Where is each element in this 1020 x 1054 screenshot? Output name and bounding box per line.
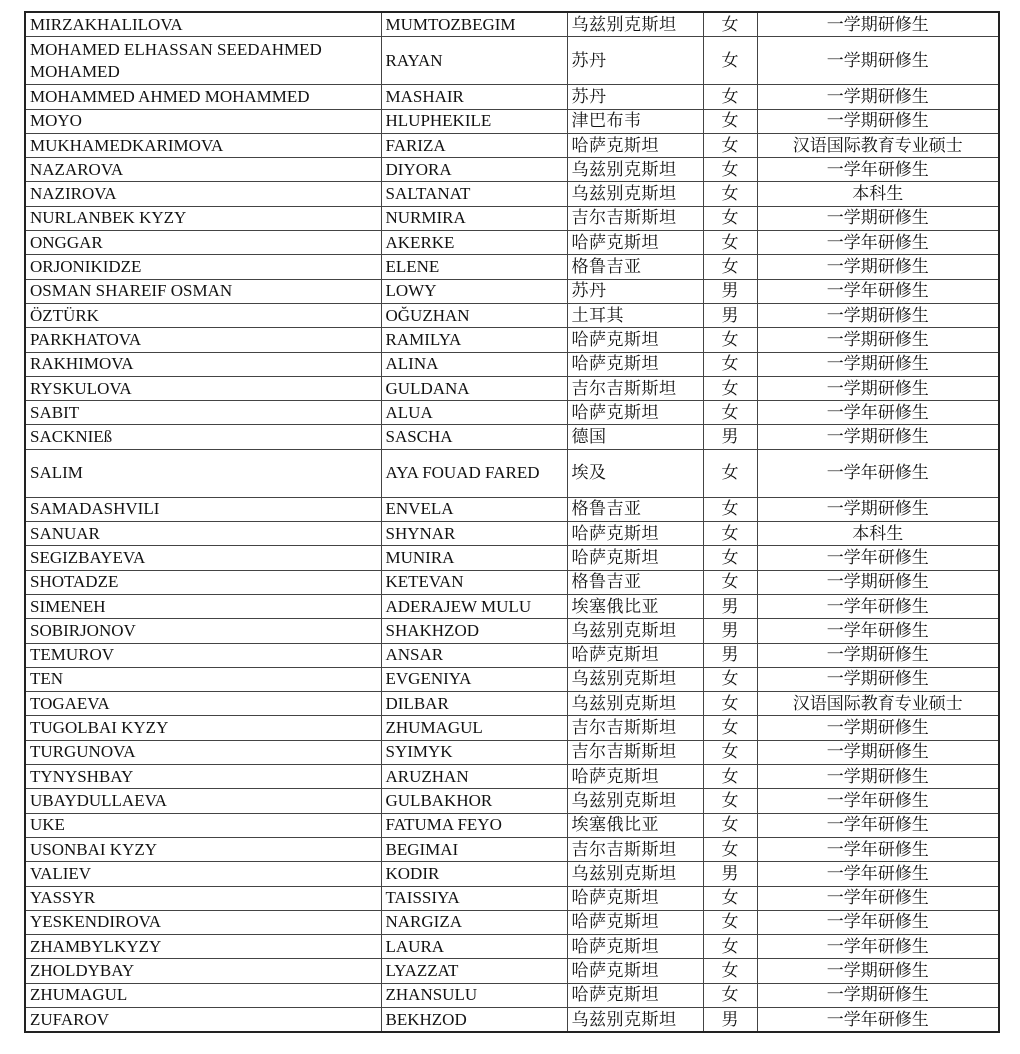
gender-cell: 女 xyxy=(703,37,757,85)
given-name-cell: ENVELA xyxy=(381,497,567,521)
surname-cell: YESKENDIROVA xyxy=(25,910,381,934)
country-cell: 吉尔吉斯斯坦 xyxy=(567,740,703,764)
country-cell: 苏丹 xyxy=(567,279,703,303)
surname-cell: NAZAROVA xyxy=(25,158,381,182)
country-cell: 津巴布韦 xyxy=(567,109,703,133)
surname-cell: SANUAR xyxy=(25,522,381,546)
gender-cell: 女 xyxy=(703,765,757,789)
table-row xyxy=(25,594,999,618)
given-name-cell: AKERKE xyxy=(381,231,567,255)
given-name-cell: GULBAKHOR xyxy=(381,789,567,813)
surname-cell: SACKNIEß xyxy=(25,425,381,449)
gender-cell: 女 xyxy=(703,886,757,910)
table-row xyxy=(25,765,999,789)
table-row xyxy=(25,182,999,206)
table-row xyxy=(25,401,999,425)
table-row xyxy=(25,12,999,37)
gender-cell: 女 xyxy=(703,910,757,934)
table-row xyxy=(25,352,999,376)
program-cell: 一学期研修生 xyxy=(757,643,999,667)
country-cell: 乌兹别克斯坦 xyxy=(567,1007,703,1032)
table-row xyxy=(25,716,999,740)
surname-cell: SABIT xyxy=(25,401,381,425)
given-name-cell: MASHAIR xyxy=(381,85,567,109)
given-name-cell: EVGENIYA xyxy=(381,667,567,691)
given-name-cell: SYIMYK xyxy=(381,740,567,764)
program-cell: 一学期研修生 xyxy=(757,716,999,740)
given-name-cell: LOWY xyxy=(381,279,567,303)
program-cell: 一学期研修生 xyxy=(757,667,999,691)
given-name-cell: SASCHA xyxy=(381,425,567,449)
program-cell: 一学期研修生 xyxy=(757,740,999,764)
table-row xyxy=(25,231,999,255)
program-cell: 一学年研修生 xyxy=(757,231,999,255)
given-name-cell: ALUA xyxy=(381,401,567,425)
surname-cell: RAKHIMOVA xyxy=(25,352,381,376)
gender-cell: 女 xyxy=(703,133,757,157)
gender-cell: 女 xyxy=(703,522,757,546)
surname-cell: YASSYR xyxy=(25,886,381,910)
table-row xyxy=(25,133,999,157)
gender-cell: 女 xyxy=(703,158,757,182)
given-name-cell: DIYORA xyxy=(381,158,567,182)
country-cell: 哈萨克斯坦 xyxy=(567,886,703,910)
given-name-cell: RAYAN xyxy=(381,37,567,85)
country-cell: 乌兹别克斯坦 xyxy=(567,182,703,206)
table-row xyxy=(25,789,999,813)
given-name-cell: MUNIRA xyxy=(381,546,567,570)
program-cell: 一学期研修生 xyxy=(757,37,999,85)
given-name-cell: SHAKHZOD xyxy=(381,619,567,643)
gender-cell: 男 xyxy=(703,425,757,449)
surname-cell: TURGUNOVA xyxy=(25,740,381,764)
program-cell: 一学期研修生 xyxy=(757,425,999,449)
table-row xyxy=(25,37,999,85)
given-name-cell: KODIR xyxy=(381,862,567,886)
gender-cell: 女 xyxy=(703,182,757,206)
country-cell: 哈萨克斯坦 xyxy=(567,935,703,959)
given-name-cell: SALTANAT xyxy=(381,182,567,206)
roster-body xyxy=(25,12,999,1032)
surname-cell: SOBIRJONOV xyxy=(25,619,381,643)
table-row xyxy=(25,328,999,352)
surname-cell: MOYO xyxy=(25,109,381,133)
surname-cell: USONBAI KYZY xyxy=(25,837,381,861)
table-row xyxy=(25,425,999,449)
given-name-cell: FARIZA xyxy=(381,133,567,157)
gender-cell: 女 xyxy=(703,12,757,37)
country-cell: 乌兹别克斯坦 xyxy=(567,619,703,643)
table-row xyxy=(25,1007,999,1032)
program-cell: 一学年研修生 xyxy=(757,619,999,643)
gender-cell: 女 xyxy=(703,206,757,230)
country-cell: 哈萨克斯坦 xyxy=(567,959,703,983)
country-cell: 吉尔吉斯斯坦 xyxy=(567,206,703,230)
program-cell: 一学期研修生 xyxy=(757,12,999,37)
country-cell: 哈萨克斯坦 xyxy=(567,231,703,255)
surname-cell: TEN xyxy=(25,667,381,691)
country-cell: 哈萨克斯坦 xyxy=(567,765,703,789)
country-cell: 乌兹别克斯坦 xyxy=(567,862,703,886)
table-row xyxy=(25,546,999,570)
gender-cell: 女 xyxy=(703,837,757,861)
gender-cell: 女 xyxy=(703,546,757,570)
table-row xyxy=(25,935,999,959)
gender-cell: 女 xyxy=(703,449,757,497)
given-name-cell: KETEVAN xyxy=(381,570,567,594)
gender-cell: 男 xyxy=(703,619,757,643)
gender-cell: 男 xyxy=(703,643,757,667)
table-row xyxy=(25,279,999,303)
country-cell: 格鲁吉亚 xyxy=(567,255,703,279)
gender-cell: 男 xyxy=(703,303,757,327)
table-row xyxy=(25,740,999,764)
country-cell: 格鲁吉亚 xyxy=(567,497,703,521)
gender-cell: 男 xyxy=(703,279,757,303)
surname-cell: SEGIZBAYEVA xyxy=(25,546,381,570)
gender-cell: 女 xyxy=(703,813,757,837)
table-row xyxy=(25,85,999,109)
given-name-cell: MUMTOZBEGIM xyxy=(381,12,567,37)
gender-cell: 女 xyxy=(703,497,757,521)
table-row xyxy=(25,158,999,182)
surname-cell: MOHAMED ELHASSAN SEEDAHMED MOHAMED xyxy=(25,37,381,85)
given-name-cell: NURMIRA xyxy=(381,206,567,230)
surname-cell: TYNYSHBAY xyxy=(25,765,381,789)
table-row xyxy=(25,862,999,886)
table-row xyxy=(25,692,999,716)
gender-cell: 女 xyxy=(703,570,757,594)
gender-cell: 女 xyxy=(703,667,757,691)
program-cell: 一学年研修生 xyxy=(757,594,999,618)
surname-cell: ZHUMAGUL xyxy=(25,983,381,1007)
given-name-cell: ZHANSULU xyxy=(381,983,567,1007)
program-cell: 一学期研修生 xyxy=(757,85,999,109)
surname-cell: ZHOLDYBAY xyxy=(25,959,381,983)
program-cell: 一学年研修生 xyxy=(757,886,999,910)
gender-cell: 女 xyxy=(703,692,757,716)
program-cell: 一学年研修生 xyxy=(757,546,999,570)
program-cell: 一学期研修生 xyxy=(757,328,999,352)
country-cell: 乌兹别克斯坦 xyxy=(567,667,703,691)
table-row xyxy=(25,643,999,667)
gender-cell: 女 xyxy=(703,109,757,133)
country-cell: 格鲁吉亚 xyxy=(567,570,703,594)
surname-cell: MUKHAMEDKARIMOVA xyxy=(25,133,381,157)
gender-cell: 男 xyxy=(703,1007,757,1032)
surname-cell: NURLANBEK KYZY xyxy=(25,206,381,230)
program-cell: 一学期研修生 xyxy=(757,497,999,521)
program-cell: 本科生 xyxy=(757,522,999,546)
country-cell: 哈萨克斯坦 xyxy=(567,352,703,376)
given-name-cell: TAISSIYA xyxy=(381,886,567,910)
given-name-cell: DILBAR xyxy=(381,692,567,716)
surname-cell: SALIM xyxy=(25,449,381,497)
program-cell: 一学年研修生 xyxy=(757,1007,999,1032)
surname-cell: PARKHATOVA xyxy=(25,328,381,352)
table-row xyxy=(25,959,999,983)
surname-cell: SAMADASHVILI xyxy=(25,497,381,521)
program-cell: 一学年研修生 xyxy=(757,401,999,425)
program-cell: 一学年研修生 xyxy=(757,910,999,934)
gender-cell: 女 xyxy=(703,255,757,279)
program-cell: 一学年研修生 xyxy=(757,789,999,813)
surname-cell: UBAYDULLAEVA xyxy=(25,789,381,813)
given-name-cell: OĞUZHAN xyxy=(381,303,567,327)
country-cell: 埃塞俄比亚 xyxy=(567,813,703,837)
country-cell: 土耳其 xyxy=(567,303,703,327)
gender-cell: 女 xyxy=(703,352,757,376)
gender-cell: 女 xyxy=(703,716,757,740)
program-cell: 一学年研修生 xyxy=(757,837,999,861)
gender-cell: 女 xyxy=(703,789,757,813)
country-cell: 哈萨克斯坦 xyxy=(567,910,703,934)
given-name-cell: HLUPHEKILE xyxy=(381,109,567,133)
country-cell: 德国 xyxy=(567,425,703,449)
program-cell: 一学期研修生 xyxy=(757,303,999,327)
given-name-cell: AYA FOUAD FARED xyxy=(381,449,567,497)
student-roster-table xyxy=(24,11,1000,1033)
surname-cell: ZHAMBYLKYZY xyxy=(25,935,381,959)
country-cell: 乌兹别克斯坦 xyxy=(567,692,703,716)
table-row xyxy=(25,886,999,910)
program-cell: 一学期研修生 xyxy=(757,109,999,133)
country-cell: 哈萨克斯坦 xyxy=(567,546,703,570)
program-cell: 一学期研修生 xyxy=(757,765,999,789)
surname-cell: TEMUROV xyxy=(25,643,381,667)
program-cell: 本科生 xyxy=(757,182,999,206)
program-cell: 一学期研修生 xyxy=(757,376,999,400)
country-cell: 吉尔吉斯斯坦 xyxy=(567,837,703,861)
surname-cell: TOGAEVA xyxy=(25,692,381,716)
table-row xyxy=(25,255,999,279)
program-cell: 一学年研修生 xyxy=(757,279,999,303)
table-row xyxy=(25,667,999,691)
table-row xyxy=(25,813,999,837)
country-cell: 乌兹别克斯坦 xyxy=(567,789,703,813)
given-name-cell: ALINA xyxy=(381,352,567,376)
program-cell: 一学年研修生 xyxy=(757,158,999,182)
country-cell: 哈萨克斯坦 xyxy=(567,133,703,157)
given-name-cell: ADERAJEW MULU xyxy=(381,594,567,618)
gender-cell: 女 xyxy=(703,328,757,352)
given-name-cell: RAMILYA xyxy=(381,328,567,352)
program-cell: 汉语国际教育专业硕士 xyxy=(757,133,999,157)
table-row xyxy=(25,497,999,521)
gender-cell: 女 xyxy=(703,401,757,425)
surname-cell: ORJONIKIDZE xyxy=(25,255,381,279)
country-cell: 苏丹 xyxy=(567,37,703,85)
country-cell: 乌兹别克斯坦 xyxy=(567,158,703,182)
gender-cell: 男 xyxy=(703,594,757,618)
country-cell: 苏丹 xyxy=(567,85,703,109)
given-name-cell: NARGIZA xyxy=(381,910,567,934)
country-cell: 哈萨克斯坦 xyxy=(567,983,703,1007)
given-name-cell: ANSAR xyxy=(381,643,567,667)
surname-cell: SIMENEH xyxy=(25,594,381,618)
table-row xyxy=(25,910,999,934)
gender-cell: 男 xyxy=(703,862,757,886)
given-name-cell: BEGIMAI xyxy=(381,837,567,861)
country-cell: 哈萨克斯坦 xyxy=(567,328,703,352)
given-name-cell: ZHUMAGUL xyxy=(381,716,567,740)
surname-cell: TUGOLBAI KYZY xyxy=(25,716,381,740)
country-cell: 埃塞俄比亚 xyxy=(567,594,703,618)
country-cell: 哈萨克斯坦 xyxy=(567,522,703,546)
table-row xyxy=(25,109,999,133)
surname-cell: ÖZTÜRK xyxy=(25,303,381,327)
given-name-cell: FATUMA FEYO xyxy=(381,813,567,837)
program-cell: 一学年研修生 xyxy=(757,935,999,959)
surname-cell: RYSKULOVA xyxy=(25,376,381,400)
country-cell: 吉尔吉斯斯坦 xyxy=(567,376,703,400)
given-name-cell: BEKHZOD xyxy=(381,1007,567,1032)
gender-cell: 女 xyxy=(703,959,757,983)
surname-cell: VALIEV xyxy=(25,862,381,886)
gender-cell: 女 xyxy=(703,740,757,764)
table-row xyxy=(25,449,999,497)
surname-cell: ZUFAROV xyxy=(25,1007,381,1032)
country-cell: 哈萨克斯坦 xyxy=(567,643,703,667)
program-cell: 一学期研修生 xyxy=(757,570,999,594)
program-cell: 一学年研修生 xyxy=(757,449,999,497)
given-name-cell: ELENE xyxy=(381,255,567,279)
program-cell: 一学期研修生 xyxy=(757,983,999,1007)
program-cell: 一学年研修生 xyxy=(757,813,999,837)
gender-cell: 女 xyxy=(703,376,757,400)
country-cell: 乌兹别克斯坦 xyxy=(567,12,703,37)
surname-cell: UKE xyxy=(25,813,381,837)
table-row xyxy=(25,522,999,546)
table-row xyxy=(25,303,999,327)
program-cell: 一学年研修生 xyxy=(757,862,999,886)
program-cell: 一学期研修生 xyxy=(757,959,999,983)
program-cell: 汉语国际教育专业硕士 xyxy=(757,692,999,716)
program-cell: 一学期研修生 xyxy=(757,255,999,279)
program-cell: 一学期研修生 xyxy=(757,352,999,376)
surname-cell: NAZIROVA xyxy=(25,182,381,206)
country-cell: 埃及 xyxy=(567,449,703,497)
table-row xyxy=(25,570,999,594)
gender-cell: 女 xyxy=(703,983,757,1007)
table-row xyxy=(25,983,999,1007)
given-name-cell: ARUZHAN xyxy=(381,765,567,789)
surname-cell: OSMAN SHAREIF OSMAN xyxy=(25,279,381,303)
surname-cell: ONGGAR xyxy=(25,231,381,255)
table-row xyxy=(25,206,999,230)
country-cell: 哈萨克斯坦 xyxy=(567,401,703,425)
given-name-cell: LAURA xyxy=(381,935,567,959)
given-name-cell: GULDANA xyxy=(381,376,567,400)
gender-cell: 女 xyxy=(703,935,757,959)
surname-cell: MIRZAKHALILOVA xyxy=(25,12,381,37)
gender-cell: 女 xyxy=(703,85,757,109)
country-cell: 吉尔吉斯斯坦 xyxy=(567,716,703,740)
given-name-cell: SHYNAR xyxy=(381,522,567,546)
surname-cell: SHOTADZE xyxy=(25,570,381,594)
gender-cell: 女 xyxy=(703,231,757,255)
program-cell: 一学期研修生 xyxy=(757,206,999,230)
surname-cell: MOHAMMED AHMED MOHAMMED xyxy=(25,85,381,109)
table-row xyxy=(25,619,999,643)
table-row xyxy=(25,837,999,861)
given-name-cell: LYAZZAT xyxy=(381,959,567,983)
table-row xyxy=(25,376,999,400)
